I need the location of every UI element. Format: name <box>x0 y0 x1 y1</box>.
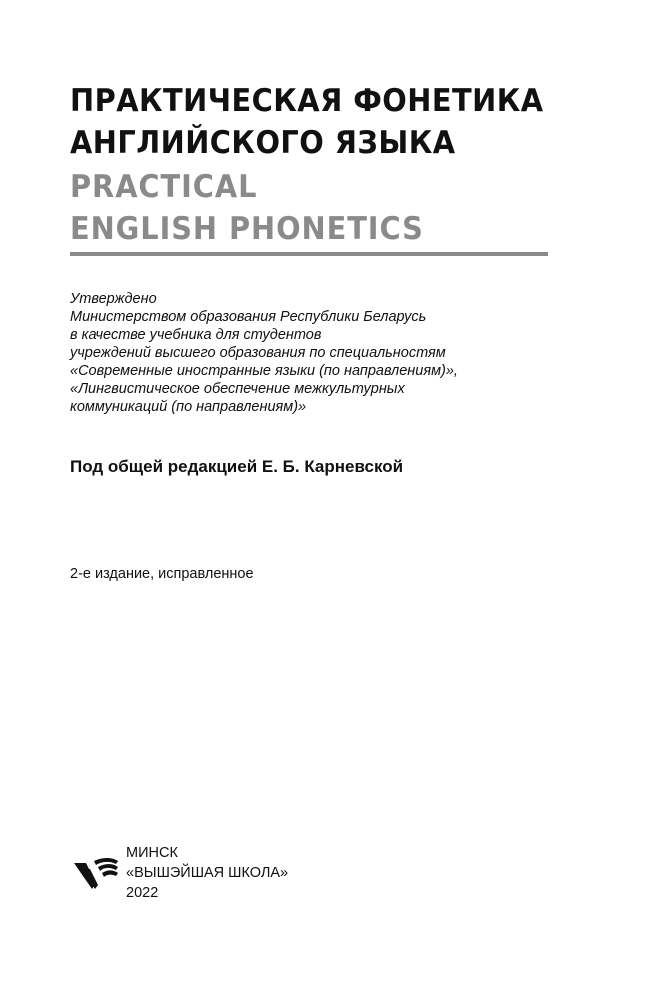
approval-line: Утверждено <box>70 291 157 307</box>
title-english <box>70 166 591 250</box>
approval-statement <box>70 290 570 416</box>
title-russian-line-1: ПРАКТИЧЕСКАЯ ФОНЕТИКА <box>70 83 544 119</box>
edition-note: 2-е издание, исправленное <box>70 566 254 582</box>
approval-line: Министерством образования Республики Беларусь <box>70 309 427 325</box>
approval-line: учреждений высшего образования по специальностям <box>70 345 446 361</box>
title-divider <box>70 252 548 256</box>
publisher-imprint <box>126 843 288 903</box>
publisher-city: МИНСК <box>126 845 178 861</box>
title-russian-line-2: АНГЛИЙСКОГО ЯЗЫКА <box>70 125 456 161</box>
title-english-line-2: ENGLISH PHONETICS <box>70 211 424 247</box>
title-english-line-1: PRACTICAL <box>70 169 258 205</box>
publication-year: 2022 <box>126 885 159 901</box>
editor-credit: Под общей редакцией Е. Б. Карневской <box>70 457 404 476</box>
approval-line: «Лингвистическое обеспечение межкультурных <box>70 381 405 397</box>
approval-line: коммуникаций (по направлениям)» <box>70 399 307 415</box>
approval-line: в качестве учебника для студентов <box>70 327 322 343</box>
publisher-name: «ВЫШЭЙШАЯ ШКОЛА» <box>126 865 289 881</box>
publisher-logo-icon <box>72 855 120 891</box>
approval-line: «Современные иностранные языки (по направлениям)», <box>70 363 458 379</box>
title-russian <box>70 80 591 164</box>
